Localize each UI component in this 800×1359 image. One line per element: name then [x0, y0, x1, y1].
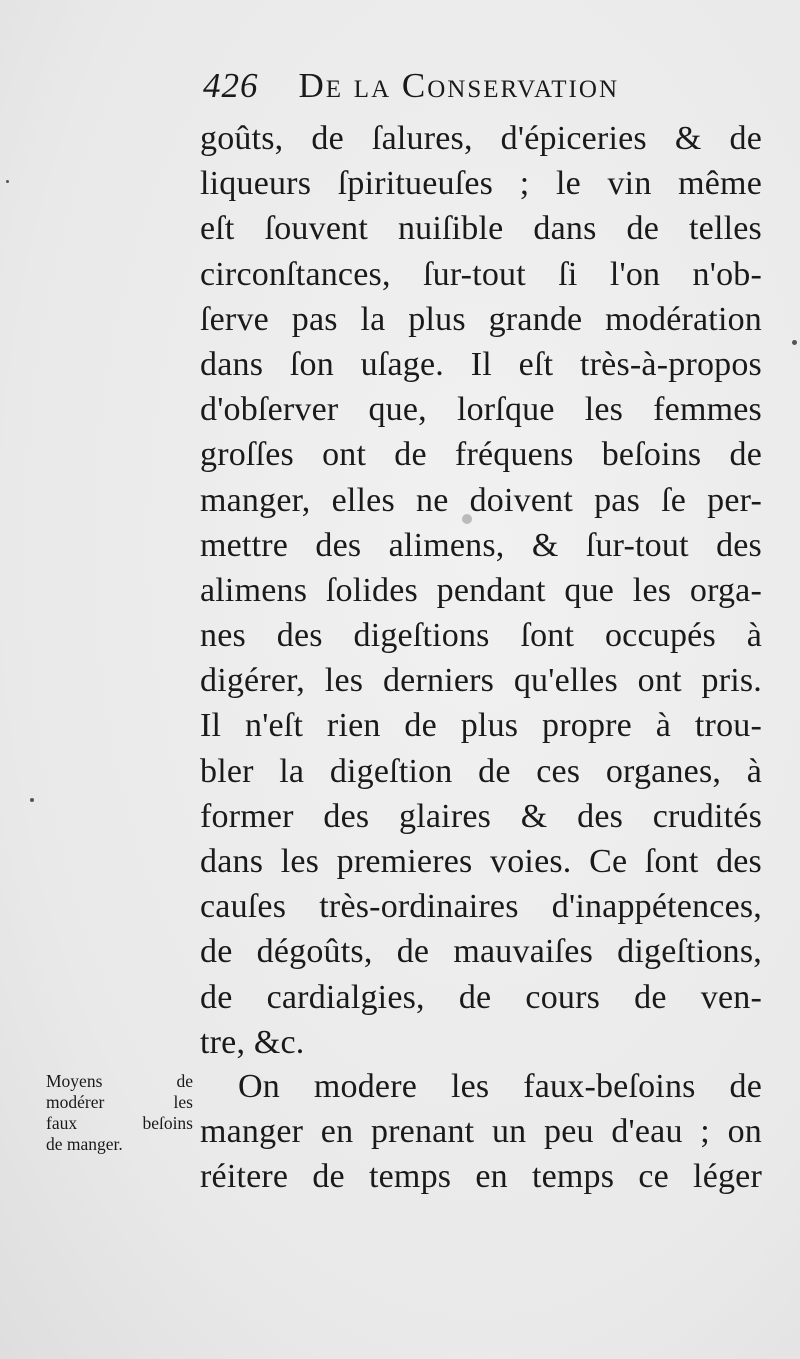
paper-speck [30, 798, 34, 802]
margin-note-line: faux beſoins [46, 1113, 193, 1133]
text-line: Il n'eſt rien de plus propre à trou- [200, 707, 762, 745]
text-line: circonſtances, ſur-tout ſi l'on n'ob- [200, 255, 762, 293]
page-number: 426 [203, 66, 259, 105]
margin-note-line: Moyens de [46, 1071, 193, 1091]
text-line: de dégoûts, de mauvaiſes digeſtions, [200, 933, 762, 971]
paper-speck [792, 340, 797, 345]
text-line: dans les premieres voies. Ce ſont des [200, 843, 762, 880]
text-line: ſerve pas la plus grande modération [200, 300, 762, 338]
text-line: cauſes très-ordinaires d'inappétences, [200, 888, 762, 926]
paper-speck [6, 180, 9, 183]
text-line: groſſes ont de fréquens beſoins de [200, 436, 762, 474]
text-line: goûts, de ſalures, d'épiceries & de [200, 120, 762, 157]
text-line: manger en prenant un peu d'eau ; on [200, 1113, 762, 1151]
text-line: On modere les faux-beſoins de [238, 1068, 762, 1105]
margin-note-line: de manger. [46, 1134, 123, 1154]
text-line: réitere de temps en temps ce léger [200, 1158, 762, 1196]
paper-speck [462, 514, 472, 524]
text-line: tre, &c. [200, 1023, 305, 1061]
text-line: liqueurs ſpiritueuſes ; le vin même [200, 165, 762, 203]
text-line: former des glaires & des crudités [200, 797, 762, 835]
text-line: manger, elles ne doivent pas ſe per- [200, 481, 762, 519]
paragraph-continuation [200, 116, 762, 1065]
text-line: mettre des alimens, & ſur-tout des [200, 526, 762, 564]
text-line: eſt ſouvent nuiſible dans de telles [200, 210, 762, 248]
text-line: dans ſon uſage. Il eſt très-à-propos [200, 345, 762, 383]
running-title: De la Conservation [298, 66, 619, 105]
text-line: alimens ſolides pendant que les orga- [200, 571, 762, 609]
margin-note [46, 1071, 193, 1155]
text-line: de cardialgies, de cours de ven- [200, 978, 762, 1016]
text-line: nes des digeſtions ſont occupés à [200, 617, 762, 655]
page-header [203, 66, 763, 116]
text-line: bler la digeſtion de ces organes, à [200, 752, 762, 790]
margin-note-line: modérer les [46, 1092, 193, 1112]
text-line: digérer, les derniers qu'elles ont pris. [200, 662, 762, 700]
new-paragraph [200, 1064, 762, 1200]
text-line: d'obſerver que, lorſque les femmes [200, 391, 762, 429]
